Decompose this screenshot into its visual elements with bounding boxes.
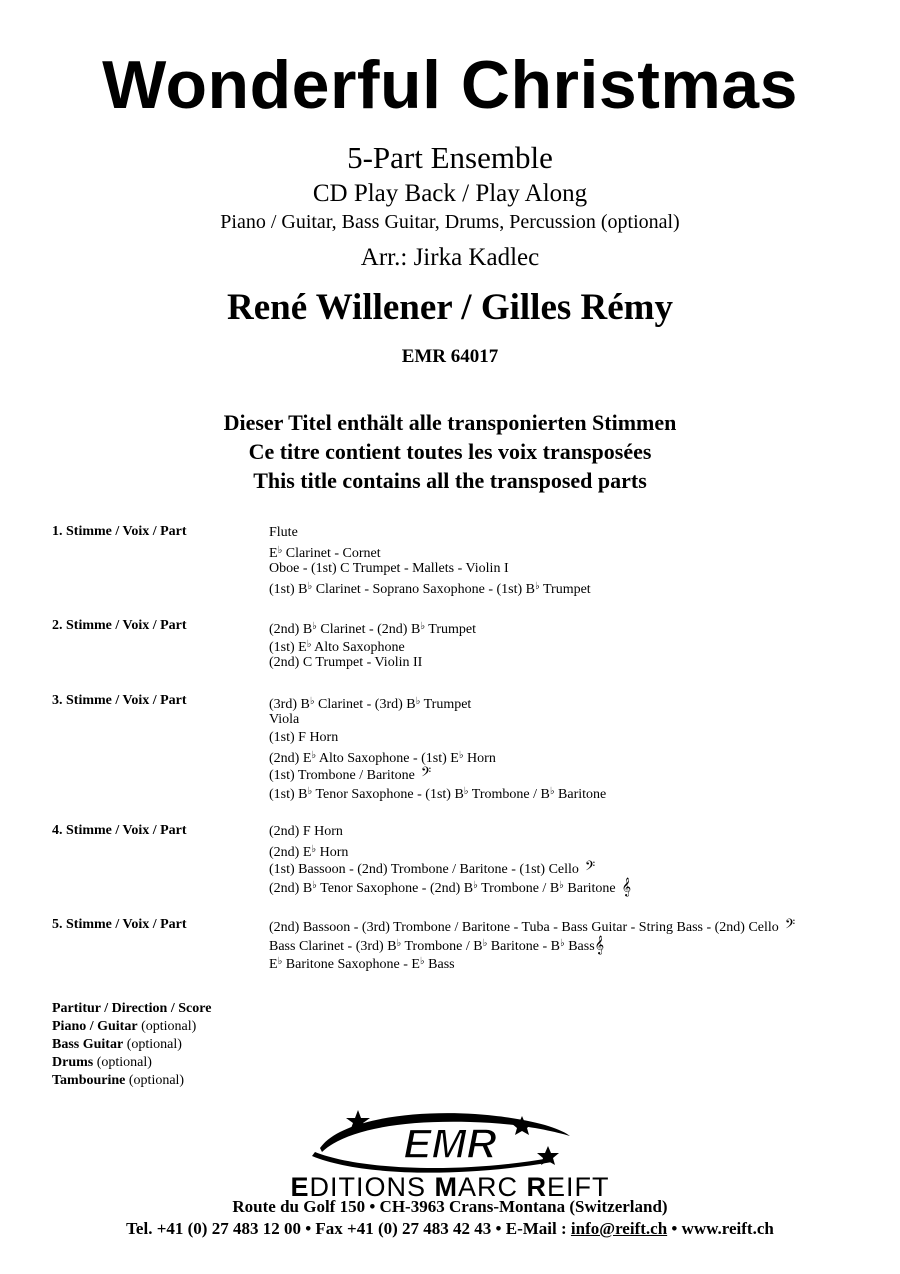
part-line: (2nd) Bassoon - (3rd) Trombone / Baritone - Tuba - Bass Guitar - String Bass - (2nd) Cello 𝄢: [269, 916, 796, 935]
notice-french: Ce titre contient toutes les voix transposées: [248, 439, 652, 464]
bass-clef-icon: 𝄢: [584, 858, 596, 877]
treble-clef-icon: 𝄞: [621, 877, 632, 896]
flat-icon: ♭: [535, 581, 540, 592]
flat-icon: ♭: [307, 581, 313, 592]
flat-icon: ♭: [306, 639, 312, 650]
bass-clef-icon: 𝄢: [420, 764, 432, 783]
part-line: Flute: [269, 525, 298, 540]
flat-icon: ♭: [396, 938, 402, 949]
part-label: 1. Stimme / Voix / Part: [52, 524, 187, 539]
flat-icon: ♭: [482, 938, 488, 949]
flat-icon: ♭: [560, 938, 565, 949]
publisher-name: EDITIONS MARC REIFT: [290, 1172, 610, 1202]
flat-icon: ♭: [473, 880, 478, 891]
score-item: Drums (optional): [52, 1055, 152, 1070]
notice-german: Dieser Titel enthält alle transponierten Stimmen: [223, 410, 677, 435]
flat-icon: ♭: [312, 621, 317, 632]
part-line: (3rd) B♭ Clarinet - (3rd) B♭ Trumpet: [269, 696, 472, 712]
part-line: E♭ Clarinet - Cornet: [269, 545, 381, 561]
emr-logo: [300, 1108, 600, 1178]
email-link[interactable]: info@reift.ch: [570, 1219, 668, 1238]
flat-icon: ♭: [419, 956, 425, 967]
score-item: Bass Guitar (optional): [52, 1037, 182, 1052]
part-line: (1st) B♭ Tenor Saxophone - (1st) B♭ Trombone / B♭ Baritone: [269, 786, 607, 802]
part-line: (1st) F Horn: [269, 730, 339, 745]
part-line: (2nd) C Trumpet - Violin II: [269, 655, 423, 670]
publisher-contact: Tel. +41 (0) 27 483 12 00 • Fax +41 (0) 27 483 42 43 • E-Mail : info@reift.ch • www.reift.ch: [126, 1219, 774, 1238]
part-label: 2. Stimme / Voix / Part: [52, 618, 187, 633]
part-label: 3. Stimme / Voix / Part: [52, 693, 187, 708]
part-line: (2nd) E♭ Horn: [269, 844, 349, 860]
catalog-number: EMR 64017: [401, 346, 499, 367]
part-line: Bass Clarinet - (3rd) B♭ Trombone / B♭ Baritone - B♭ Bass𝄞: [269, 935, 605, 954]
publisher-address: Route du Golf 150 • CH-3963 Crans-Montana (Switzerland): [232, 1197, 668, 1216]
emr-logo-text: EMR: [403, 1120, 497, 1167]
flat-icon: ♭: [277, 956, 283, 967]
part-line: (1st) B♭ Clarinet - Soprano Saxophone - (1st) B♭ Trumpet: [269, 581, 591, 597]
part-line: (2nd) B♭ Tenor Saxophone - (2nd) B♭ Trombone / B♭ Baritone 𝄞: [269, 877, 632, 896]
score-item: Partitur / Direction / Score: [52, 1001, 212, 1016]
part-label: 5. Stimme / Voix / Part: [52, 917, 187, 932]
arranger-credit: Arr.: Jirka Kadlec: [360, 244, 540, 271]
score-item: Piano / Guitar (optional): [52, 1019, 197, 1034]
part-line: (1st) Bassoon - (2nd) Trombone / Baritone - (1st) Cello 𝄢: [269, 858, 596, 877]
part-line: Oboe - (1st) C Trumpet - Mallets - Violin I: [269, 561, 509, 576]
part-label: 4. Stimme / Voix / Part: [52, 823, 187, 838]
part-line: (1st) E♭ Alto Saxophone: [269, 639, 405, 655]
notice-english: This title contains all the transposed parts: [253, 468, 647, 493]
bass-clef-icon: 𝄢: [784, 916, 796, 935]
score-item: Tambourine (optional): [52, 1073, 185, 1088]
flat-icon: ♭: [420, 621, 426, 632]
part-line: (2nd) B♭ Clarinet - (2nd) B♭ Trumpet: [269, 621, 476, 637]
flat-icon: ♭: [277, 545, 283, 556]
flat-icon: ♭: [559, 880, 564, 891]
flat-icon: ♭: [309, 696, 315, 707]
flat-icon: ♭: [311, 750, 317, 761]
score-list: [52, 1000, 211, 1090]
ensemble-subtitle: 5-Part Ensemble: [347, 140, 553, 175]
part-line: Viola: [269, 712, 300, 727]
page-title: Wonderful Christmas: [102, 47, 798, 123]
playback-subtitle: CD Play Back / Play Along: [312, 180, 588, 207]
flat-icon: ♭: [458, 750, 464, 761]
instrumentation-line: Piano / Guitar, Bass Guitar, Drums, Percussion (optional): [220, 211, 680, 233]
part-line: (1st) Trombone / Baritone 𝄢: [269, 764, 432, 783]
part-line: E♭ Baritone Saxophone - E♭ Bass: [269, 956, 455, 972]
flat-icon: ♭: [307, 786, 313, 797]
flat-icon: ♭: [312, 880, 317, 891]
flat-icon: ♭: [311, 844, 317, 855]
flat-icon: ♭: [463, 786, 469, 797]
treble-clef-icon: 𝄞: [594, 935, 605, 954]
part-line: (2nd) F Horn: [269, 824, 343, 839]
flat-icon: ♭: [415, 696, 421, 707]
composer-credit: René Willener / Gilles Rémy: [226, 287, 673, 328]
flat-icon: ♭: [549, 786, 555, 797]
part-line: (2nd) E♭ Alto Saxophone - (1st) E♭ Horn: [269, 750, 496, 766]
